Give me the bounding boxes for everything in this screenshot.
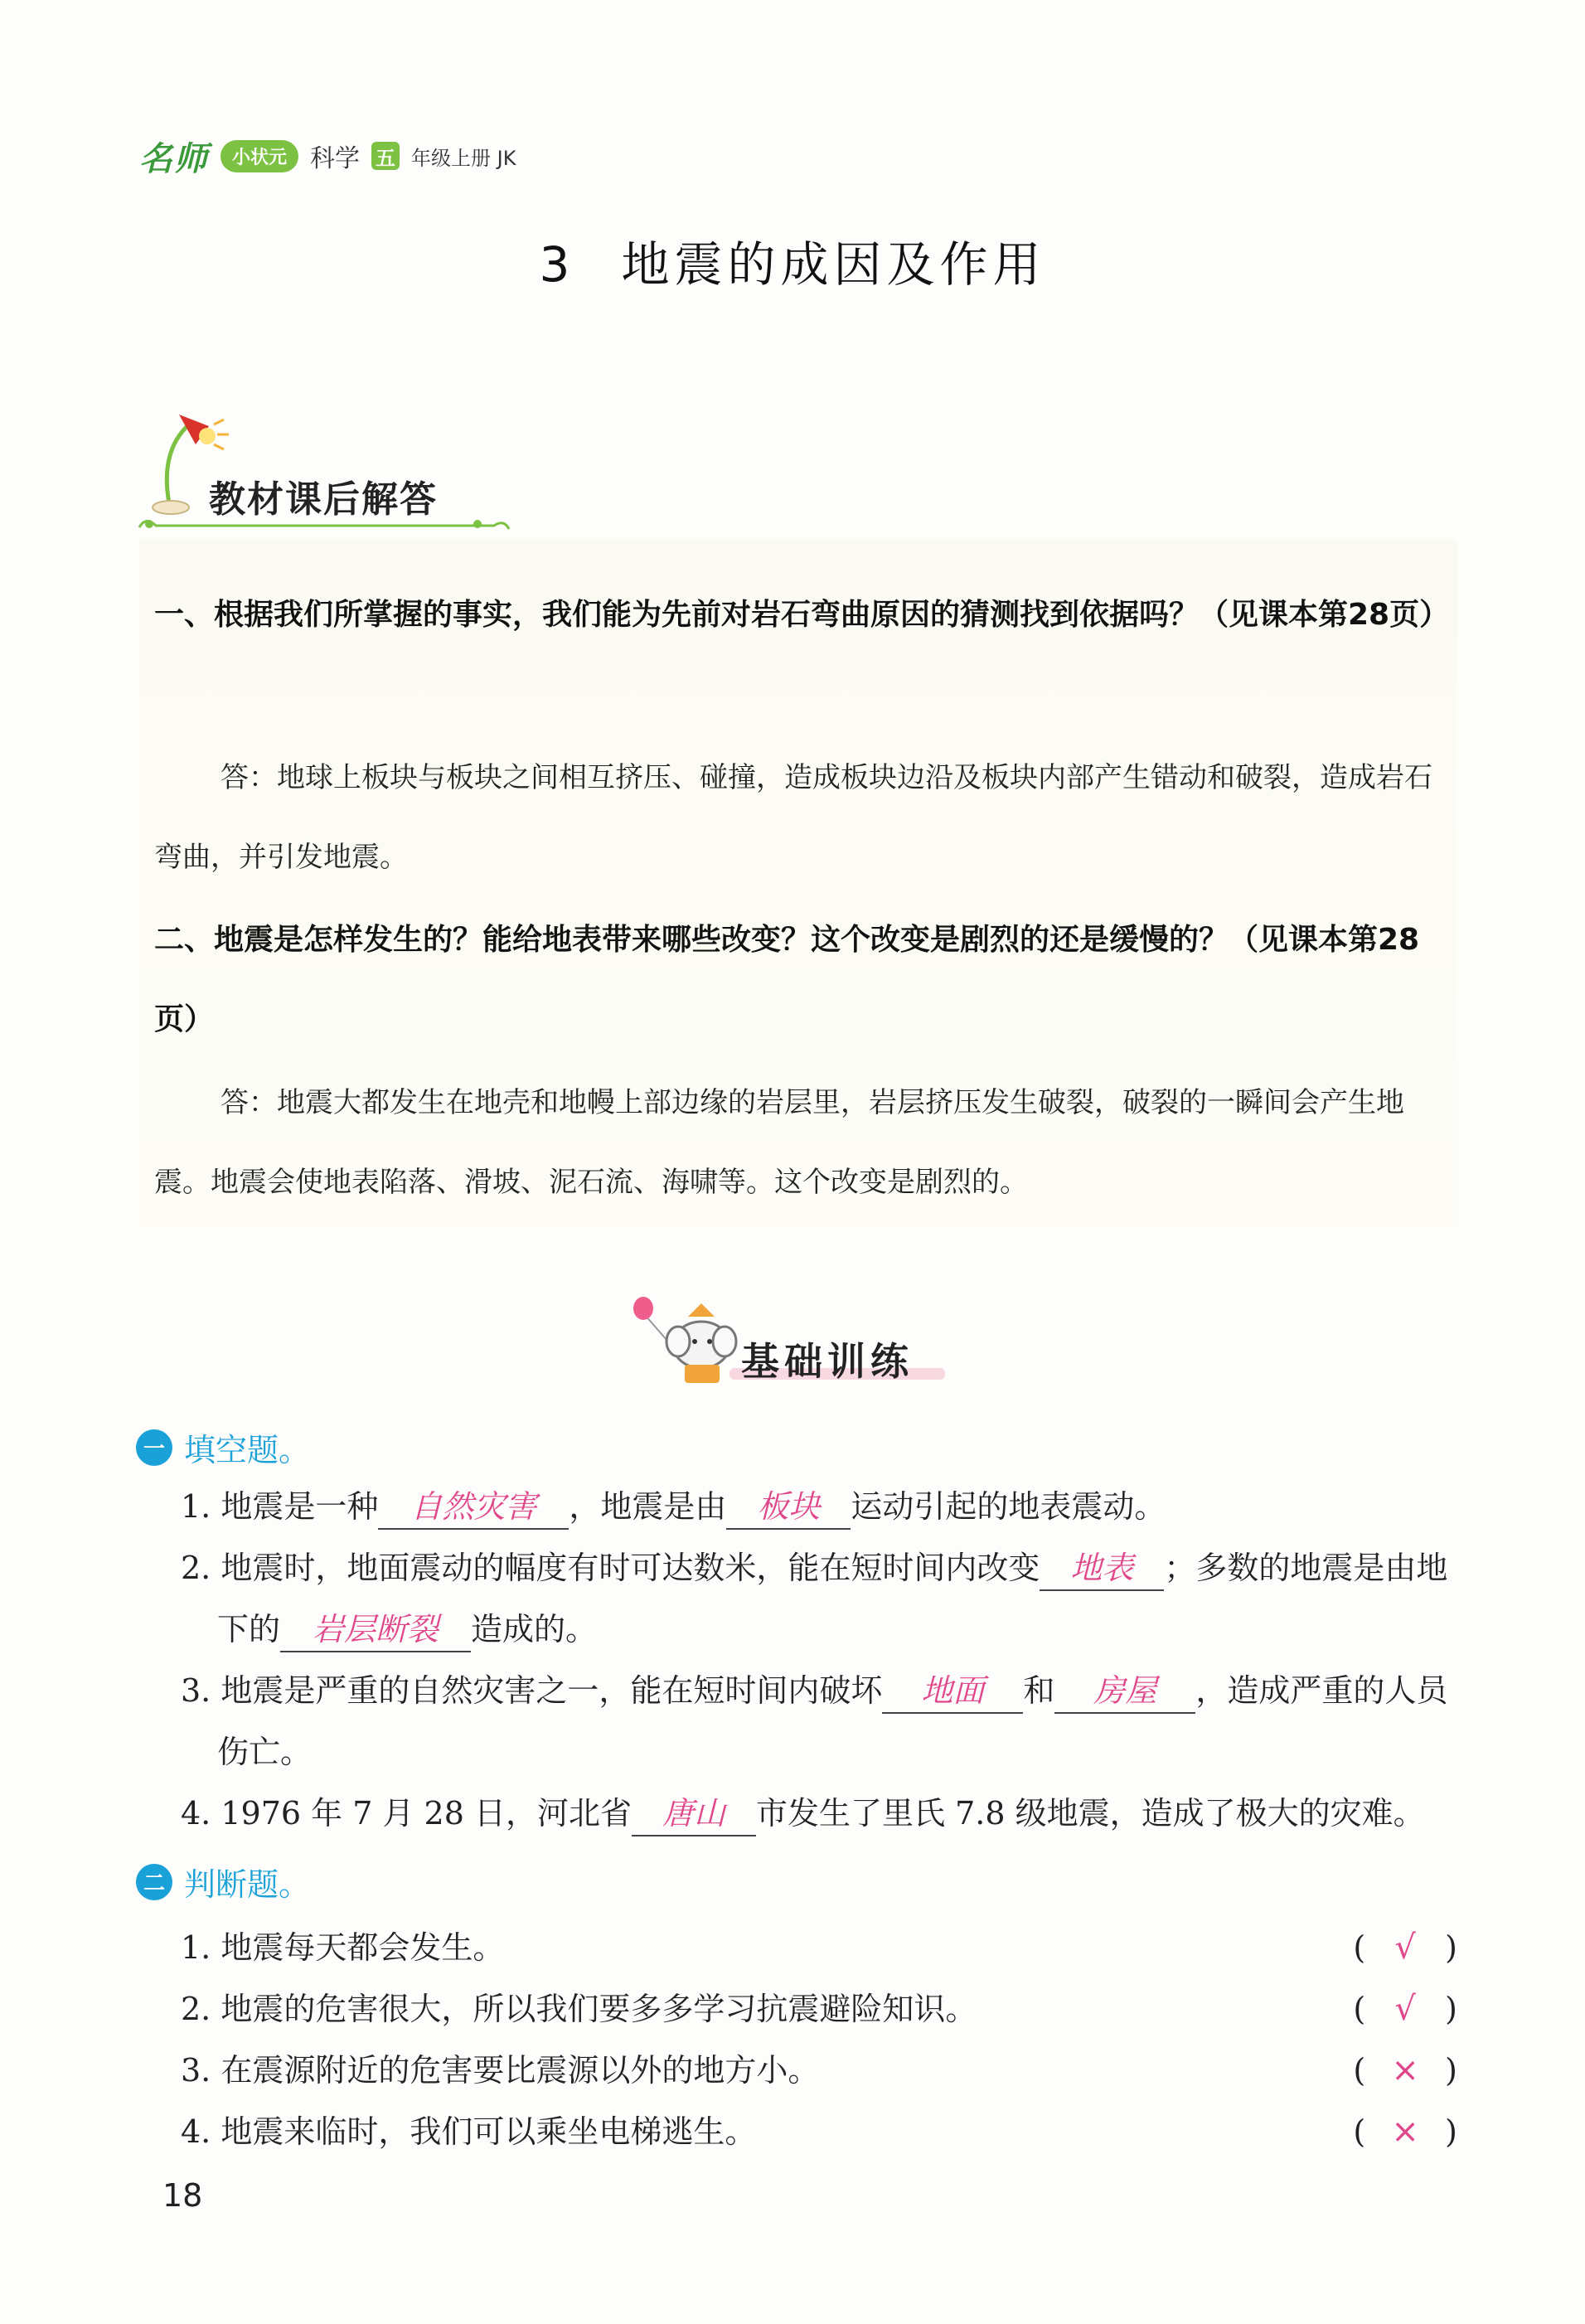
check-mark-icon: √ <box>1394 1990 1416 2028</box>
question-text: 地震是一种 <box>221 1488 379 1525</box>
check-mark-icon: √ <box>1394 1929 1416 1967</box>
question-text: 市发生了里氏 7.8 级地震，造成了极大的灾难。 <box>756 1795 1425 1832</box>
answer-1: 答：地球上板块与板块之间相互挤压、碰撞，造成板块边沿及板块内部产生错动和破裂，造成岩石弯曲，并引发地震。 <box>154 761 1432 874</box>
paren-open: ( <box>1353 2052 1366 2089</box>
question-number: 2. <box>181 1550 211 1586</box>
question-text: 地震时，地面震动的幅度有时可达数米，能在短时间内改变 <box>221 1550 1040 1586</box>
judgement-mark <box>1353 1917 1457 1978</box>
lesson-title <box>0 226 1585 295</box>
judgement-mark <box>1353 2101 1457 2162</box>
paren-open: ( <box>1353 1929 1366 1966</box>
judgement-text: 4. 地震来临时，我们可以乘坐电梯逃生。 <box>181 2113 757 2150</box>
question-number: 3. <box>181 1672 211 1709</box>
lesson-number: 3 <box>539 236 575 293</box>
elephant-balloon-icon <box>630 1293 746 1393</box>
answer-blank: 房屋 <box>1054 1669 1195 1714</box>
judgement-mark <box>1353 2040 1457 2101</box>
number-circle-icon: 一 <box>136 1429 172 1466</box>
fill-question-3 <box>181 1660 1447 1721</box>
answer-blank: 自然灾害 <box>378 1485 569 1530</box>
judgement-item <box>181 2040 1457 2101</box>
paren-close: ) <box>1445 2052 1457 2089</box>
question-text: 地震是严重的自然灾害之一，能在短时间内破坏 <box>221 1672 883 1709</box>
paren-open: ( <box>1353 2113 1366 2150</box>
judgement-label: 判断题。 <box>184 1866 311 1903</box>
lesson-title-text: 地震的成因及作用 <box>621 236 1046 293</box>
judgement-text: 3. 在震源附近的危害要比震源以外的地方小。 <box>181 2052 820 2089</box>
page-header <box>139 133 516 179</box>
subject-label: 科学 <box>310 144 361 173</box>
question-text: 运动引起的地表震动。 <box>851 1488 1166 1525</box>
fill-question-3-cont <box>217 1721 312 1783</box>
question-2: 二、地震是怎样发生的？能给地表带来哪些改变？这个改变是剧烈的还是缓慢的？（见课本第28页） <box>154 923 1420 1036</box>
paren-close: ) <box>1445 2113 1457 2150</box>
question-text: ，地震是由 <box>569 1488 727 1525</box>
question-text: 伤亡。 <box>217 1734 313 1770</box>
judgement-item <box>181 1917 1457 1978</box>
cross-mark-icon: × <box>1391 2113 1419 2151</box>
answer-blank: 地表 <box>1040 1546 1164 1591</box>
judgement-text: 2. 地震的危害很大，所以我们要多多学习抗震避险知识。 <box>181 1991 977 2027</box>
section-title-textbook: 教材课后解答 <box>209 478 438 521</box>
fill-blank-label: 填空题。 <box>184 1432 311 1468</box>
answer-blank: 岩层断裂 <box>280 1608 471 1652</box>
question-number: 1. <box>181 1488 211 1525</box>
paren-close: ) <box>1445 1929 1457 1966</box>
answer-blank: 板块 <box>726 1485 851 1530</box>
grade-badge: 五 <box>371 142 400 170</box>
answer-blank: 唐山 <box>632 1792 756 1836</box>
cross-mark-icon: × <box>1391 2051 1419 2089</box>
judgement-heading <box>136 1859 310 1904</box>
section-title-basic: 基础训练 <box>741 1339 914 1384</box>
fill-question-1 <box>181 1476 1166 1537</box>
brand-logo: 名师 <box>139 138 209 178</box>
page-number: 18 <box>162 2177 203 2214</box>
question-text: ；多数的地震是由地 <box>1164 1550 1448 1586</box>
question-text: 和 <box>1023 1672 1055 1709</box>
question-number: 4. <box>181 1795 211 1832</box>
fill-blank-heading <box>136 1424 310 1470</box>
paren-open: ( <box>1353 1991 1366 2027</box>
question-text: 造成的。 <box>471 1611 598 1647</box>
judgement-item <box>181 1978 1457 2040</box>
fill-question-2-cont <box>217 1599 597 1660</box>
judgement-item <box>181 2101 1457 2162</box>
question-text: 下的 <box>217 1611 281 1647</box>
question-text: ，造成严重的人员 <box>1195 1672 1448 1709</box>
paren-close: ) <box>1445 1991 1457 2027</box>
judgement-mark <box>1353 1978 1457 2040</box>
fill-question-2 <box>181 1537 1447 1599</box>
brand-pill: 小状元 <box>221 140 298 172</box>
grade-text: 年级上册 JK <box>411 146 516 170</box>
question-text: 1976 年 7 月 28 日，河北省 <box>221 1795 632 1832</box>
fill-question-4 <box>181 1783 1425 1844</box>
judgement-text: 1. 地震每天都会发生。 <box>181 1929 505 1966</box>
answer-2: 答：地震大都发生在地壳和地幔上部边缘的岩层里，岩层挤压发生破裂，破裂的一瞬间会产生地震。地震会使地表陷落、滑坡、泥石流、海啸等。这个改变是剧烈的。 <box>154 1086 1404 1199</box>
question-1: 一、根据我们所掌握的事实，我们能为先前对岩石弯曲原因的猜测找到依据吗？（见课本第28页） <box>154 598 1450 632</box>
answer-blank: 地面 <box>882 1669 1023 1714</box>
number-circle-icon: 二 <box>136 1864 172 1900</box>
